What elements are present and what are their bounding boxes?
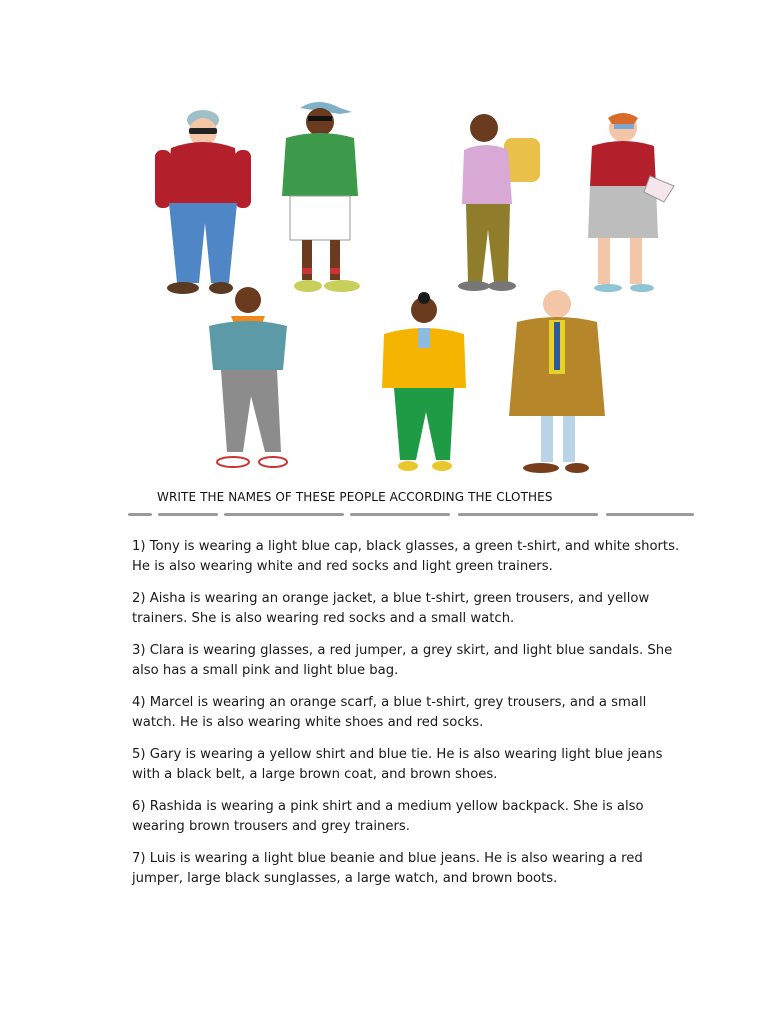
description-list bbox=[132, 537, 702, 901]
person-red-jumper-skirt bbox=[588, 113, 674, 292]
person-orange-jacket bbox=[382, 292, 466, 471]
person-brown-coat bbox=[509, 290, 605, 473]
person-orange-scarf bbox=[209, 287, 287, 467]
description-item: 7) Luis is wearing a light blue beanie and blue jeans. He is also wearing a red jumper, large black sunglasses, a large watch, and brown boots. bbox=[132, 851, 643, 886]
person-green-tshirt-shorts bbox=[282, 102, 360, 292]
person-red-jumper-jeans bbox=[155, 110, 251, 294]
description-item: 5) Gary is wearing a yellow shirt and blue tie. He is also wearing light blue jeans with a black belt, a large brown coat, and brown shoes. bbox=[132, 747, 663, 782]
description-item: 4) Marcel is wearing an orange scarf, a blue t-shirt, grey trousers, and a small watch. He is also wearing white shoes and red socks. bbox=[132, 695, 647, 730]
description-item: 1) Tony is wearing a light blue cap, black glasses, a green t-shirt, and white shorts. He is also wearing white and red socks and light green trainers. bbox=[132, 539, 680, 574]
people-illustration bbox=[128, 96, 698, 486]
instruction-text: WRITE THE NAMES OF THESE PEOPLE ACCORDING THE CLOTHES bbox=[157, 490, 553, 504]
clipped-text-line bbox=[128, 511, 694, 518]
person-pink-shirt-backpack bbox=[458, 114, 540, 291]
description-item: 6) Rashida is wearing a pink shirt and a medium yellow backpack. She is also wearing brown trousers and grey trainers. bbox=[132, 799, 644, 834]
description-item: 3) Clara is wearing glasses, a red jumper, a grey skirt, and light blue sandals. She also has a small pink and light blue bag. bbox=[132, 643, 673, 678]
description-item: 2) Aisha is wearing an orange jacket, a blue t-shirt, green trousers, and yellow trainers. She is also wearing red socks and a small watch. bbox=[132, 591, 650, 626]
